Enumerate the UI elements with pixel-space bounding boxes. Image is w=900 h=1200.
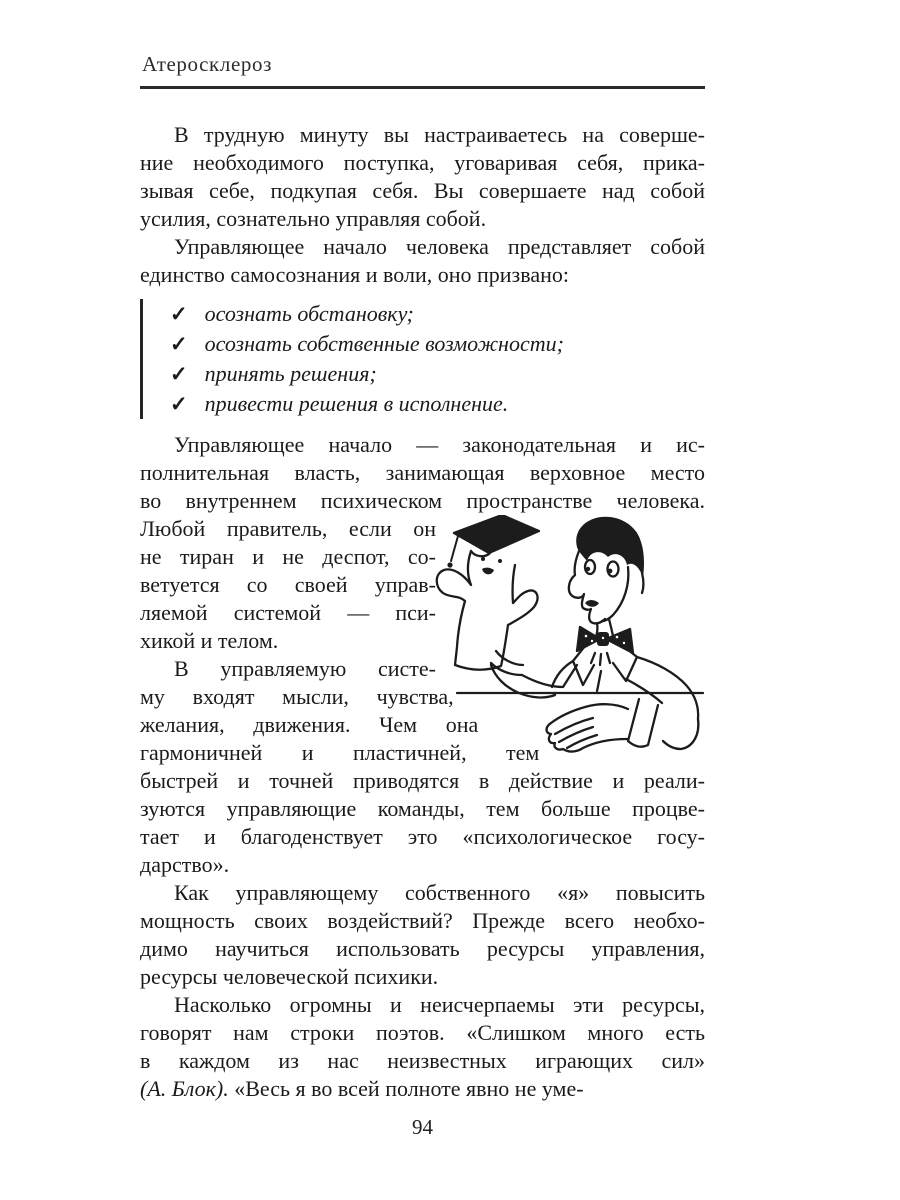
- text-line: В управляемую систе-: [174, 656, 436, 681]
- checklist-item-text: осознать обстановку;: [204, 301, 414, 326]
- checklist-item: [170, 359, 705, 389]
- checklist-item: [170, 299, 705, 329]
- paragraph-5: [140, 879, 705, 991]
- text-line: ние необходимого поступка, уговаривая себя, прика-: [140, 150, 705, 175]
- text-line: усилия, сознательно управляя собой.: [140, 206, 487, 231]
- text-line: ресурсы человеческой психики.: [140, 964, 439, 989]
- bow-tie: [577, 627, 633, 653]
- text-line: мощность своих воздействий? Прежде всего необхо-: [140, 908, 705, 933]
- text-line: [140, 1075, 705, 1103]
- checklist-item: [170, 329, 705, 359]
- checkmark-icon: ✓: [170, 332, 188, 356]
- text-line: быстрей и точней приводятся в действие и реали-: [140, 768, 705, 793]
- hand-puppet: [437, 515, 577, 697]
- checklist-item: [170, 389, 705, 419]
- text-line: Управляющее начало человека представляет собой: [174, 234, 705, 259]
- text-line: во внутреннем психическом пространстве человека.: [140, 488, 705, 513]
- text-line: желания, движения. Чем она: [140, 712, 479, 737]
- text-line: Управляющее начало — законодательная и ис-: [174, 432, 705, 457]
- paragraph-2: [140, 233, 705, 289]
- page-body: [140, 121, 705, 1140]
- text-line: му входят мысли, чувства,: [140, 684, 454, 709]
- checklist: [140, 299, 705, 419]
- text-line: Любой правитель, если он: [140, 516, 436, 541]
- checkmark-icon: ✓: [170, 302, 188, 326]
- graduation-cap: [454, 515, 539, 553]
- checklist-item-text: привести решения в исполнение.: [204, 391, 509, 416]
- text-line: Насколько огромны и неисчерпаемы эти ресурсы,: [174, 992, 705, 1017]
- checklist-item-text: принять решения;: [204, 361, 377, 386]
- text-fragment: «Весь я во всей полноте явно не уме-: [228, 1076, 584, 1101]
- checkmark-icon: ✓: [170, 392, 188, 416]
- text-line: говорят нам строки поэтов. «Слишком много есть: [140, 1020, 705, 1045]
- paragraph-1: [140, 121, 705, 233]
- man-figure: [547, 517, 699, 752]
- text-line: полнительная власть, занимающая верховное место: [140, 460, 705, 485]
- text-line: не тиран и не деспот, со-: [140, 544, 436, 569]
- checklist-item-text: осознать собственные возможности;: [204, 331, 564, 356]
- text-line: в каждом из нас неизвестных играющих сил»: [140, 1048, 705, 1073]
- text-line: В трудную минуту вы настраиваетесь на соверше-: [174, 122, 705, 147]
- text-line: Как управляющему собственного «я» повысить: [174, 880, 705, 905]
- text-line: димо научиться использовать ресурсы управления,: [140, 936, 705, 961]
- page-number: 94: [412, 1115, 433, 1139]
- text-line: единство самосознания и воли, оно призвано:: [140, 262, 569, 287]
- checkmark-icon: ✓: [170, 362, 188, 386]
- text-line: гармоничней и пластичней, тем: [140, 740, 540, 765]
- text-line: хикой и телом.: [140, 628, 279, 653]
- text-line: тает и благоденствует это «психологическое госу-: [140, 824, 705, 849]
- text-line: ветуется со своей управ-: [140, 572, 436, 597]
- text-line: зуются управляющие команды, тем больше процве-: [140, 796, 705, 821]
- citation-author: (А. Блок).: [140, 1076, 229, 1101]
- text-line: дарство».: [140, 852, 230, 877]
- paragraph-3: [140, 431, 705, 655]
- text-line: зывая себе, подкупая себя. Вы совершаете над собой: [140, 178, 705, 203]
- paragraph-6: [140, 991, 705, 1103]
- running-header: Атеросклероз: [140, 52, 705, 89]
- text-line: ляемой системой — пси-: [140, 600, 436, 625]
- page-content: [140, 52, 705, 1140]
